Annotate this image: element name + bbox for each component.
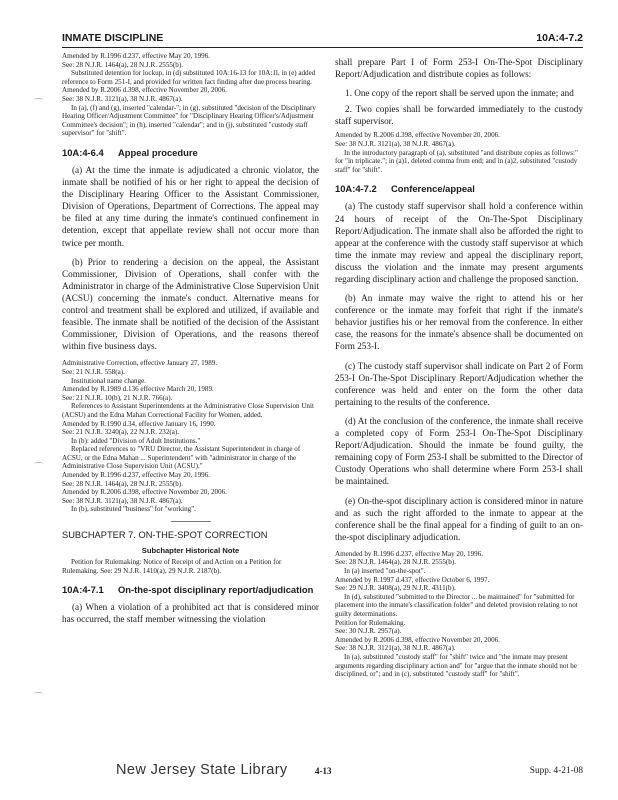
- section-title: Conference/appeal: [391, 183, 475, 195]
- right-column: [335, 52, 583, 679]
- note-line: See: 30 N.J.R. 2957(a).: [335, 627, 402, 636]
- library-watermark: New Jersey State Library: [116, 762, 288, 778]
- margin-mark: ⌒: [34, 692, 44, 702]
- header-section-number: 10A:4-7.2: [536, 32, 583, 44]
- margin-mark: ⌒: [34, 98, 44, 108]
- note-line: Amended by R.2006 d.398, effective November 20, 2006.: [335, 131, 500, 140]
- section-heading-4-6-4: [62, 147, 319, 158]
- note-line: In (b): added "Division of Adult Institutions.": [71, 436, 201, 445]
- historical-note-text: Petition for Rulemaking: Notice of Receipt of and Action on a Petition for Rulemaking. See: 29 N.J.R. 1410(a), 29 N.J.R. 2187(b).: [62, 558, 282, 575]
- paragraph-b: (b) Prior to rendering a decision on the appeal, the Assistant Commissioner, Division of Operations, shall confer with the Administrator in charge of the Administrative Close Supervision Unit (ACSU) concerning the inmate's conduct. Alternative means for control and treatment shall be explored and utilized, if available and feasible. The inmate shall be notified of the decision of the Assistant Commissioner, Division of Operations, and the reasons thereof within five business days.: [62, 256, 319, 352]
- note-line: See: 38 N.J.R. 3121(a), 38 N.J.R. 4867(a).: [62, 94, 183, 103]
- page-number: 4-13: [315, 766, 332, 776]
- note-line: Petition for Rulemaking.: [335, 618, 406, 627]
- margin-mark: ⌒: [34, 462, 44, 472]
- section-number: 10A:4-7.1: [62, 584, 104, 596]
- note-line: Amended by R.1996 d.237, effective May 20, 1996.: [62, 52, 211, 60]
- historical-note-title: Subchapter Historical Note: [141, 546, 240, 556]
- header-rule: [62, 47, 583, 48]
- running-header: [62, 30, 583, 46]
- source-notes-mid: [62, 359, 319, 514]
- note-line: See: 28 N.J.R. 1464(a), 28 N.J.R. 2555(b).: [62, 60, 183, 69]
- note-line: Amended by R.1990 d.34, effective January 16, 1990.: [62, 419, 216, 428]
- note-line: In the introductory paragraph of (a), substituted "and distribute copies as follows:" for "in triplicate."; in (a)1, deleted comma from end; and in (a)2, substituted "custody staff" for "shift".: [335, 148, 578, 174]
- paragraph-a-start: (a) When a violation of a prohibited act that is considered minor has occurred, the staff member witnessing the violation: [62, 602, 319, 625]
- note-line: See: 21 N.J.R. 10(b), 21 N.J.R. 766(a).: [62, 393, 173, 402]
- paragraph-d: (d) At the conclusion of the conference, the inmate shall receive a completed copy of Form 253-I On-The-Spot Disciplinary Report/Adjudication. Should the inmate be found guilty, the remaining copy of Form 253-I shall be submitted to the Director of Custody Operations who shall determine where Form 253-I shall be maintained.: [335, 415, 583, 487]
- note-line: See: 28 N.J.R. 1464(a), 28 N.J.R. 2555(b).: [62, 479, 183, 488]
- note-line: Substituted detention for lockup, in (d) substituted 10A:16-13 for 10A:1l, in (e) added reference to Form 251-I, and provided for written fact finding after due process hearing.: [62, 69, 316, 86]
- source-notes-right-top: [335, 131, 583, 174]
- list-item: 1. One copy of the report shall be served upon the inmate; and: [345, 88, 574, 99]
- note-line: Amended by R.1996 d.237, effective May 20, 1996.: [335, 549, 484, 558]
- note-line: Amended by R.1997 d.437, effective October 6, 1997.: [335, 575, 490, 584]
- source-notes-right-bottom: [335, 550, 583, 679]
- note-line: Replaced references to "VRU Director, the Assistant Superintendent in charge of ACSU, or the Edna Mahan ... Superintendent" with "administrator in charge of the Administrative Close Supervision Unit (ACSU).": [62, 445, 301, 471]
- supplement-date: Supp. 4-21-08: [529, 766, 583, 776]
- paragraph-b: (b) An inmate may waive the right to attend his or her conference or the inmate may forfeit that right if the inmate's behavior justifies his or her removal from the conference. In either case, the reasons for the inmate's absence shall be documented on Form 253-I.: [335, 293, 583, 352]
- note-line: Amended by R.2006 d.398, effective November 20, 2006.: [335, 635, 500, 644]
- note-line: See: 21 N.J.R. 558(a).: [62, 367, 125, 376]
- section-heading-4-7-2: [335, 183, 583, 194]
- section-divider: [171, 521, 211, 522]
- note-line: In (d), substituted "submitted to the Director ... be maintained" for "submitted for placement into the inmate's classification folder" and deleted provision relating to not guilty determinations.: [335, 592, 578, 619]
- section-title: On-the-spot disciplinary report/adjudication: [118, 584, 314, 596]
- header-chapter-title: INMATE DISCIPLINE: [62, 32, 164, 44]
- note-line: Amended by R.1996 d.237, effective May 20, 1996.: [62, 471, 211, 480]
- note-line: See: 38 N.J.R. 3121(a), 38 N.J.R. 4867(a).: [335, 140, 456, 149]
- note-line: Administrative Correction, effective January 27, 1989.: [62, 359, 218, 368]
- note-line: References to Assistant Superintendents at the Administrative Close Supervision Unit (ACSU) and the Edna Mahan Correctional Facility for Women, added.: [62, 402, 314, 419]
- note-line: In (a), (f) and (g), inserted "calendar-"; in (g), substituted "decision of the Disciplinary Hearing Officer/Adjustment Committee" for "Disciplinary Hearing Officer's/Adjustment Committee's decision"; in (h), inserted "calendar"; and in (j), substituted "custody staff supervisor" for "shift".: [62, 103, 316, 138]
- note-line: In (b), substituted "business" for "working".: [71, 505, 196, 514]
- source-notes-top: [62, 52, 319, 138]
- note-line: Amended by R.2006 d.398, effective November 20, 2006.: [62, 488, 227, 497]
- paragraph-a-continued: shall prepare Part I of Form 253-I On-The-Spot Disciplinary Report/Adjudication and distribute copies as follows:: [335, 57, 583, 80]
- paragraph-c: (c) The custody staff supervisor shall indicate on Part 2 of Form 253-I On-The-Spot Disciplinary Report/Adjudication whether the conference was held and enter on the form the other data pertaining to the results of the conference.: [335, 360, 583, 407]
- note-line: Institutional name change.: [71, 376, 147, 385]
- section-number: 10A:4-7.2: [335, 183, 377, 195]
- note-line: Amended by R.1989 d.136 effective March 20, 1989.: [62, 385, 214, 394]
- paragraph-a: (a) At the time the inmate is adjudicated a chronic violator, the inmate shall be notified of his or her right to appeal the decision of the Disciplinary Hearing Officer to the Assistant Commissioner, Division of Operations, Department of Corrections. The appeal may be filed at any time during the inmate's continued confinement in detention, except that appellate review shall not occur more than twice per month.: [62, 164, 319, 248]
- left-column: [62, 52, 319, 632]
- note-line: See: 38 N.J.R. 3121(a), 38 N.J.R. 4867(a).: [335, 644, 456, 653]
- note-line: See: 29 N.J.R. 3408(a), 29 N.J.R. 4311(b).: [335, 584, 456, 593]
- note-line: In (a), substituted "custody staff" for "shift" twice and "the inmate may present arguments regarding disciplinary action and" for "argue that the inmate should not be disciplined, or"; and in (c), substituted "custody staff" for "shift".: [335, 653, 577, 679]
- note-line: See: 38 N.J.R. 3121(a), 38 N.J.R. 4867(a).: [62, 496, 183, 505]
- page-footer: [62, 762, 583, 784]
- section-title: Appeal procedure: [118, 146, 198, 158]
- note-line: See: 21 N.J.R. 3240(a), 22 N.J.R. 232(a).: [62, 428, 180, 437]
- note-line: In (a) inserted "on-the-spot".: [344, 567, 426, 576]
- list-item: 2. Two copies shall be forwarded immediately to the custody staff supervisor.: [335, 104, 583, 127]
- note-line: Amended by R.2006 d.398, effective November 20, 2006.: [62, 86, 227, 95]
- note-line: See: 28 N.J.R. 1464(a), 28 N.J.R. 2555(b).: [335, 558, 456, 567]
- section-number: 10A:4-6.4: [62, 146, 104, 158]
- paragraph-a: (a) The custody staff supervisor shall hold a conference within 24 hours of receipt of the On-The-Spot Disciplinary Report/Adjudication. The inmate shall also be afforded the right to appear at the conference with the custody staff supervisor at which time the inmate may review and appeal the disciplinary report, discuss the violation and the inmate may present arguments regarding disciplinary action and challenge the proposed sanction.: [335, 201, 583, 284]
- paragraph-e: (e) On-the-spot disciplinary action is considered minor in nature and as such the right afforded to the inmate to appear at the conference shall be the final appeal for a finding of guilt to an on-the-spot disciplinary adjudication.: [335, 495, 583, 542]
- subchapter-heading: SUBCHAPTER 7. ON-THE-SPOT CORRECTION: [62, 530, 268, 541]
- section-heading-4-7-1: [62, 584, 319, 595]
